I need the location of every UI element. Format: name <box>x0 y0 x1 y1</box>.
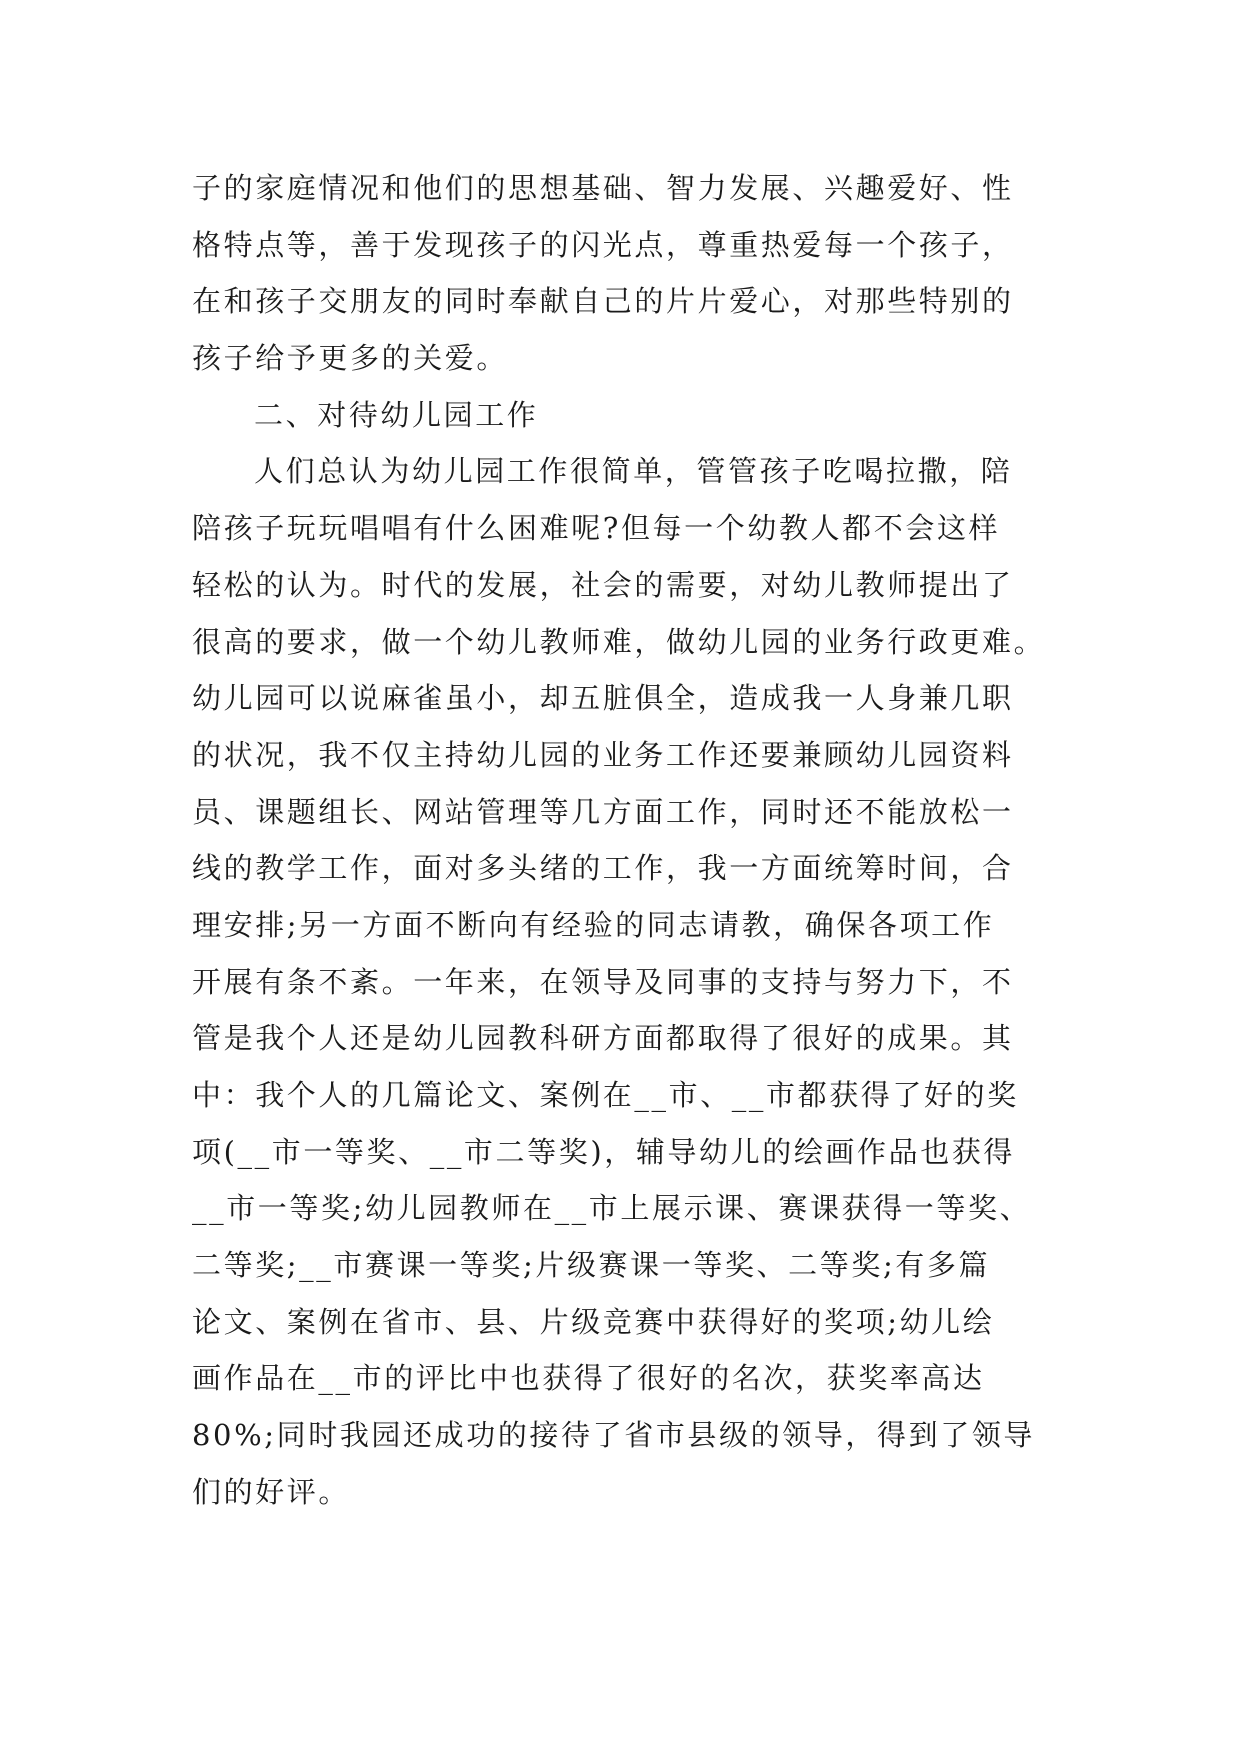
text-line: 理安排;另一方面不断向有经验的同志请教，确保各项工作 <box>192 907 995 942</box>
text-line: 们的好评。 <box>192 1474 351 1509</box>
text-line: 项(__市一等奖、__市二等奖)，辅导幼儿的绘画作品也获得 <box>192 1134 1016 1169</box>
text-line: 陪孩子玩玩唱唱有什么困难呢?但每一个幼教人都不会这样 <box>192 511 1001 546</box>
text-line: 80%;同时我园还成功的接待了省市县级的领导，得到了领导 <box>192 1418 1036 1453</box>
text-line: 孩子给予更多的关爱。 <box>192 341 509 376</box>
text-line: 管是我个人还是幼儿园教科研方面都取得了很好的成果。其 <box>192 1021 1014 1056</box>
text-line: 很高的要求，做一个幼儿教师难，做幼儿园的业务行政更难。 <box>192 624 1046 659</box>
text-line: 开展有条不紊。一年来，在领导及同事的支持与努力下，不 <box>192 964 1014 999</box>
text-line: 格特点等，善于发现孩子的闪光点，尊重热爱每一个孩子， <box>192 227 1014 262</box>
text-line: 人们总认为幼儿园工作很简单，管管孩子吃喝拉撒，陪 <box>254 454 1013 489</box>
body-text <box>192 160 1072 1521</box>
text-line: 画作品在__市的评比中也获得了很好的名次，获奖率高达 <box>192 1361 985 1396</box>
text-line: __市一等奖;幼儿园教师在__市上展示课、赛课获得一等奖、 <box>192 1191 1032 1226</box>
text-line: 轻松的认为。时代的发展，社会的需要，对幼儿教师提出了 <box>192 567 1014 602</box>
text-line: 幼儿园可以说麻雀虽小，却五脏俱全，造成我一人身兼几职 <box>192 681 1014 716</box>
text-line: 二等奖;__市赛课一等奖;片级赛课一等奖、二等奖;有多篇 <box>192 1248 991 1283</box>
text-line: 员、课题组长、网站管理等几方面工作，同时还不能放松一 <box>192 794 1014 829</box>
text-line: 线的教学工作，面对多头绪的工作，我一方面统筹时间，合 <box>192 851 1014 886</box>
text-line: 中：我个人的几篇论文、案例在__市、__市都获得了好的奖 <box>192 1078 1019 1112</box>
text-line: 在和孩子交朋友的同时奉献自己的片片爱心，对那些特别的 <box>192 284 1014 319</box>
section-heading: 二、对待幼儿园工作 <box>254 397 539 432</box>
text-line: 论文、案例在省市、县、片级竞赛中获得好的奖项;幼儿绘 <box>192 1304 995 1339</box>
text-line: 的状况，我不仅主持幼儿园的业务工作还要兼顾幼儿园资料 <box>192 737 1014 772</box>
text-line: 子的家庭情况和他们的思想基础、智力发展、兴趣爱好、性 <box>192 171 1014 205</box>
